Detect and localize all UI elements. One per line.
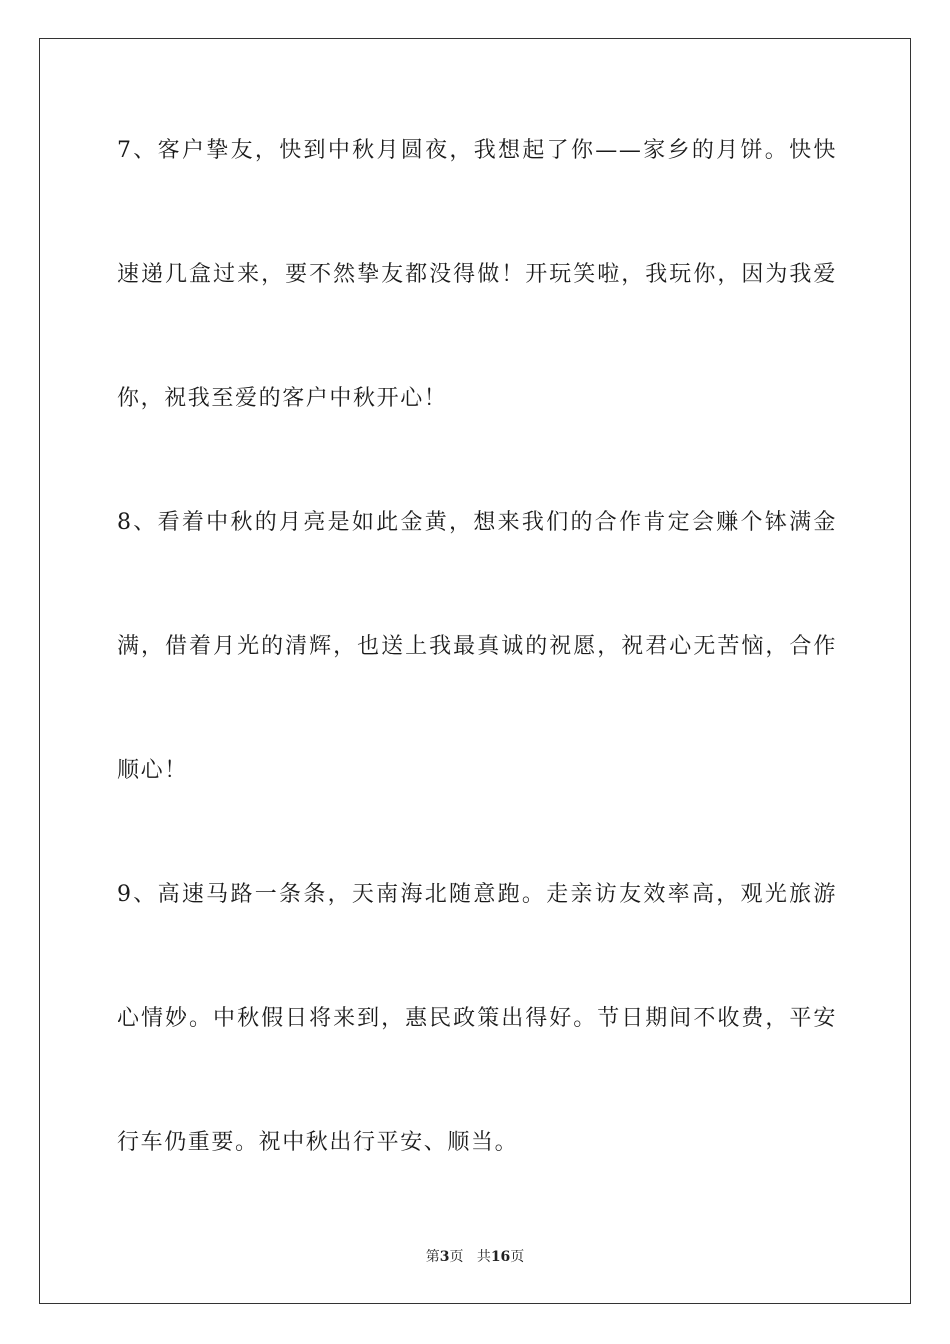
text-line: 你，祝我至爱的客户中秋开心！ — [117, 386, 448, 411]
text-line: 8、看着中秋的月亮是如此金黄，想来我们的合作肯定会赚个钵满金 — [117, 510, 837, 535]
text-line: 顺心！ — [117, 758, 188, 783]
text-line: 速递几盒过来，要不然挚友都没得做！开玩笑啦，我玩你，因为我爱 — [117, 262, 837, 287]
text-line: 9、高速马路一条条，天南海北随意跑。走亲访友效率高，观光旅游 — [117, 882, 837, 907]
current-page-number: 3 — [439, 1249, 450, 1265]
text-line: 7、客户挚友，快到中秋月圆夜，我想起了你——家乡的月饼。快快 — [117, 138, 837, 163]
page-border — [39, 38, 911, 1304]
text-line: 满，借着月光的清辉，也送上我最真诚的祝愿，祝君心无苦恼，合作 — [117, 634, 837, 659]
footer-total-prefix: 共 — [476, 1249, 491, 1265]
text-line: 心情妙。中秋假日将来到，惠民政策出得好。节日期间不收费，平安 — [117, 1006, 837, 1031]
footer-prefix: 第 — [425, 1249, 440, 1265]
footer-total-suffix: 页 — [510, 1249, 525, 1265]
total-pages-number: 16 — [490, 1249, 511, 1265]
footer-page-suffix: 页 — [449, 1249, 464, 1265]
page-footer — [0, 1248, 950, 1266]
text-line: 行车仍重要。祝中秋出行平安、顺当。 — [117, 1130, 519, 1155]
